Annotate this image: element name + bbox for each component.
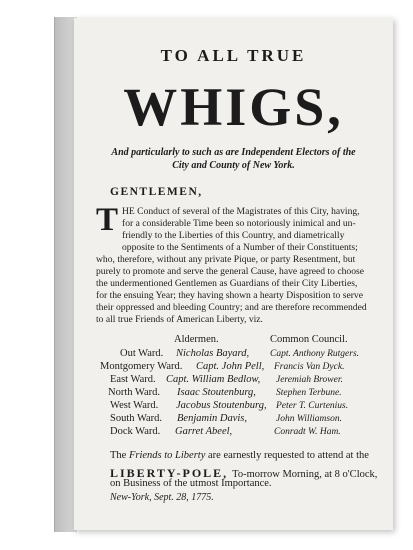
ward-name: North Ward. <box>108 387 161 398</box>
body-line: the undermentioned Gentlemen as Guardians of their City Liberties, <box>96 278 358 289</box>
alderman-name: Capt. John Pell, <box>196 361 265 372</box>
body-line: friendly to the Liberties of this Country, and diametrically <box>122 230 345 241</box>
ward-name: South Ward. <box>110 413 163 424</box>
alderman-name: Isaac Stoutenburg, <box>177 387 256 398</box>
closing-text: The <box>110 450 127 461</box>
alderman-name: Jacobus Stoutenburg, <box>176 400 267 411</box>
council-name: John Williamson. <box>276 414 342 424</box>
body-line: HE Conduct of several of the Magistrates of this City, having, <box>122 206 360 217</box>
date-line: New-York, Sept. 28, 1775. <box>110 492 214 503</box>
salutation: GENTLEMEN, <box>110 186 203 198</box>
alderman-name: Capt. William Bedlow, <box>166 374 261 385</box>
closing-text: To-morrow Morning, at 8 o'Clock, <box>232 469 378 480</box>
council-name: Jeremiah Brower. <box>276 375 343 385</box>
body-line: to all true Friends of American Liberty, viz. <box>96 314 263 325</box>
ward-name: Montgomery Ward. <box>100 361 183 372</box>
alderman-name: Garret Abeel, <box>175 426 233 437</box>
body-line: for the ensuing Year; they having shown a hearty Disposition to serve <box>96 290 363 301</box>
title-whigs: WHIGS, <box>123 77 344 137</box>
ward-name: East Ward. <box>110 374 156 385</box>
closing-italic: Friends to Liberty <box>128 450 206 461</box>
body-line: purely to promote and serve the general Cause, have agreed to choose <box>96 266 364 277</box>
closing-line-1 <box>110 450 369 462</box>
subtitle-line: And particularly to such as are Independent Electors of the <box>111 147 356 158</box>
subtitle-line: City and County of New York. <box>172 160 295 171</box>
council-name: Capt. Anthony Rutgers. <box>270 349 360 359</box>
alderman-name: Benjamin Davis, <box>177 413 247 424</box>
council-name: Conradt W. Ham. <box>274 427 341 437</box>
closing-text: are earnestly requested to attend at the <box>208 450 369 461</box>
alderman-name: Nicholas Bayard, <box>176 348 250 359</box>
body-line: their oppressed and bleeding Country; and are therefore recommended <box>96 302 367 313</box>
council-name: Stephen Terbune. <box>276 388 342 398</box>
council-name: Peter T. Curtenius. <box>276 401 349 411</box>
liberty-pole: LIBERTY-POLE, <box>110 466 229 480</box>
ward-name: Out Ward. <box>120 348 164 359</box>
broadside-document <box>74 18 393 530</box>
headline: TO ALL TRUE <box>160 46 307 65</box>
ward-name: West Ward. <box>110 400 159 411</box>
ward-name: Dock Ward. <box>110 426 161 437</box>
body-line: for a considerable Time been so notoriously inimical and un- <box>122 218 356 229</box>
body-line: opposite to the Sentiments of a Number of their Constituents; <box>122 242 358 253</box>
aldermen-column-header: Aldermen. <box>174 334 219 345</box>
council-column-header: Common Council. <box>270 334 348 345</box>
closing-line-3: on Business of the utmost Importance. <box>110 478 272 489</box>
drop-cap: T <box>96 202 119 238</box>
body-line: who, therefore, without any private Pique, or party Resentment, but <box>96 254 356 265</box>
council-name: Francis Van Dyck. <box>274 362 345 372</box>
